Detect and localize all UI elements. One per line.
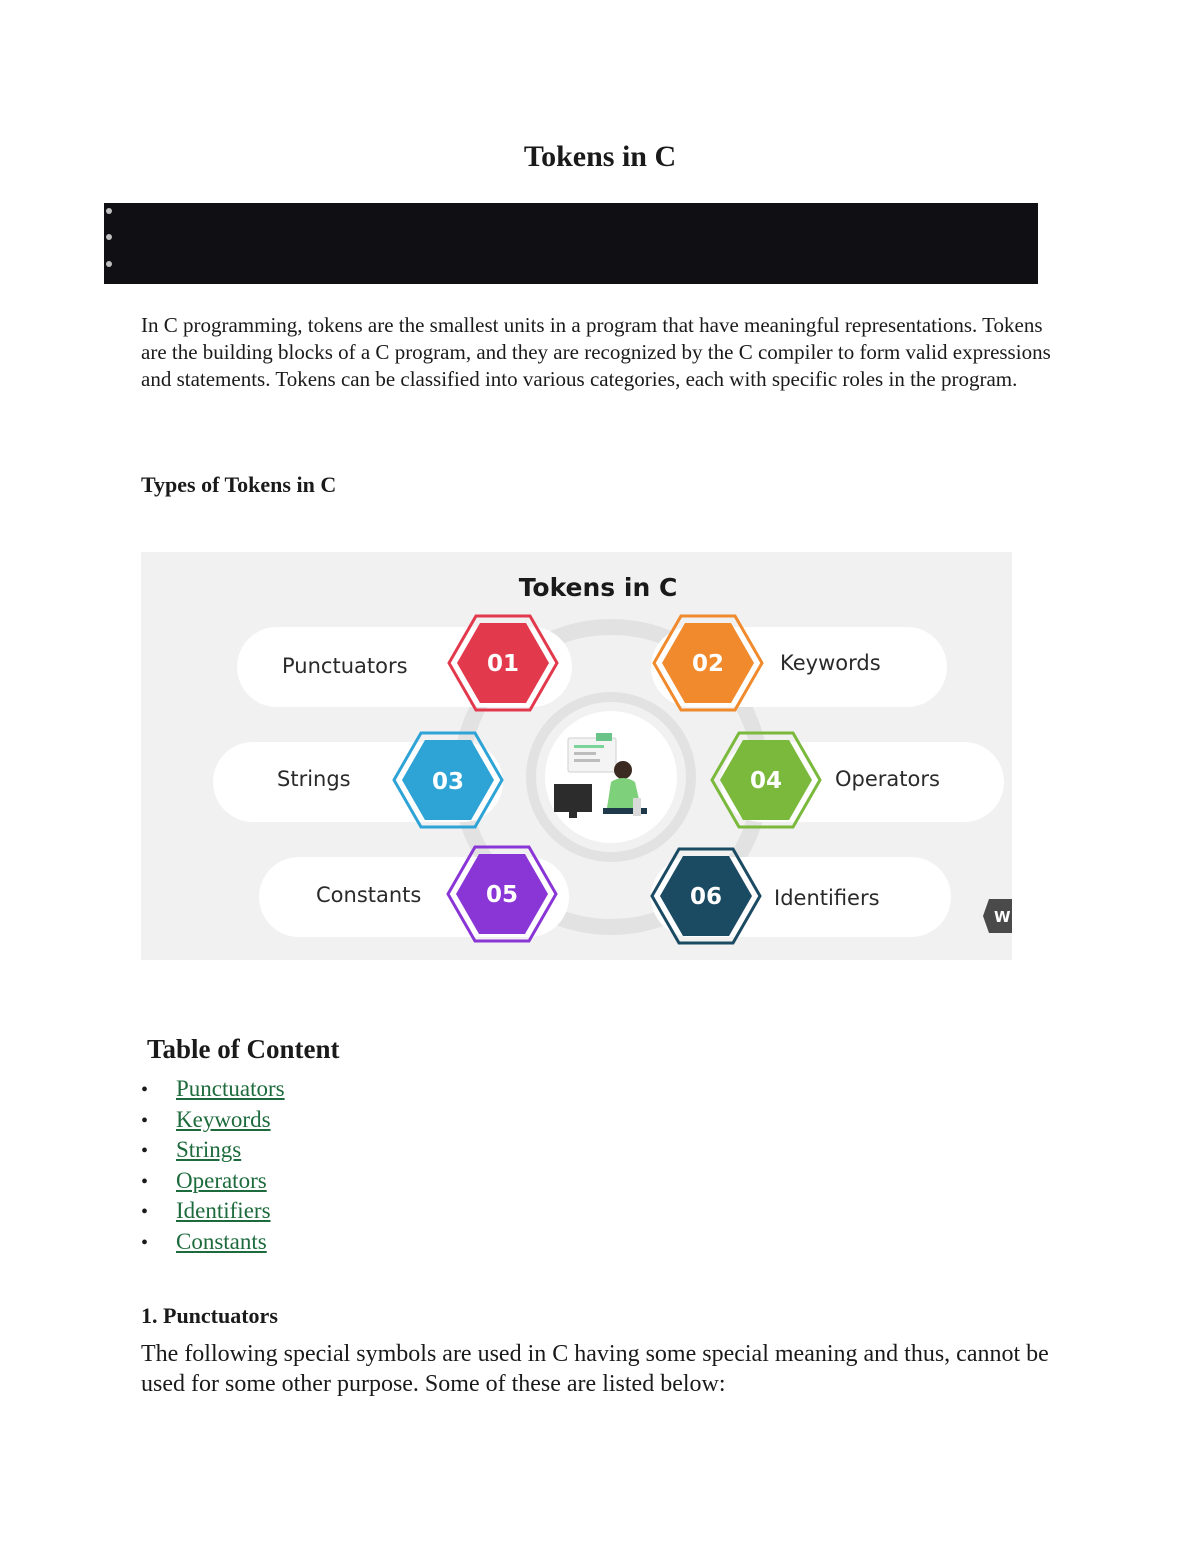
bullet-icon: •: [141, 1170, 149, 1193]
intro-paragraph: In C programming, tokens are the smallest units in a program that have meaningful representations. Tokens are the building blocks of a C program, and they are recognized by the C compiler to form valid expressions and statements. Tokens can be classified into various categories, each with specific roles in the program.: [141, 313, 1051, 391]
toc-link-operators[interactable]: Operators: [176, 1167, 267, 1193]
bullet-icon: •: [141, 1079, 149, 1101]
toc-link-keywords[interactable]: Keywords: [176, 1106, 271, 1132]
toc-list: [141, 1074, 285, 1258]
toc-link-punctuators[interactable]: Punctuators: [176, 1076, 285, 1101]
document-title: Tokens in C: [523, 140, 677, 173]
bullet-icon: •: [141, 1140, 149, 1163]
token-label-strings: Strings: [277, 767, 351, 791]
tokens-infographic: [141, 552, 1012, 960]
watermark-badge: [983, 899, 1012, 933]
token-number-03: 03: [431, 769, 465, 795]
toc-link-constants[interactable]: Constants: [176, 1228, 267, 1254]
watermark-text: W: [994, 908, 1011, 926]
token-label-constants: Constants: [316, 883, 422, 907]
toc-item-constants: [141, 1227, 285, 1258]
types-heading: Types of Tokens in C: [141, 472, 337, 497]
bullet-dot: [106, 261, 112, 267]
toc-link-strings[interactable]: Strings: [176, 1137, 242, 1163]
bullet-icon: •: [141, 1201, 149, 1224]
toc-link-identifiers[interactable]: Identifiers: [176, 1198, 271, 1224]
programmer-illustration: [545, 711, 677, 843]
token-label-identifiers: Identifiers: [774, 886, 880, 910]
bullet-dot: [106, 234, 112, 240]
bullet-dot: [106, 208, 112, 214]
toc-item-keywords: [141, 1105, 285, 1136]
token-number-02: 02: [691, 651, 725, 677]
token-number-04: 04: [749, 768, 783, 794]
token-label-punctuators: Punctuators: [282, 654, 408, 678]
token-number-05: 05: [485, 882, 519, 908]
toc-heading: Table of Content: [147, 1034, 340, 1064]
token-number-01: 01: [486, 651, 520, 677]
toc-item-strings: [141, 1135, 285, 1166]
token-number-06: 06: [689, 884, 723, 910]
token-label-keywords: Keywords: [780, 651, 881, 675]
figure-title: Tokens in C: [518, 573, 678, 602]
bullet-icon: •: [141, 1231, 149, 1254]
toc-item-identifiers: [141, 1196, 285, 1227]
toc-item-punctuators: [141, 1074, 285, 1105]
toc-item-operators: [141, 1166, 285, 1197]
embedded-media-bar: [104, 203, 1038, 284]
section-heading-punctuators: 1. Punctuators: [141, 1303, 278, 1328]
section-body-punctuators: The following special symbols are used in C having some special meaning and thus, cannot be used for some other purpose. Some of these are listed below:: [141, 1341, 1049, 1397]
bullet-icon: •: [141, 1109, 149, 1132]
token-label-operators: Operators: [835, 767, 940, 791]
